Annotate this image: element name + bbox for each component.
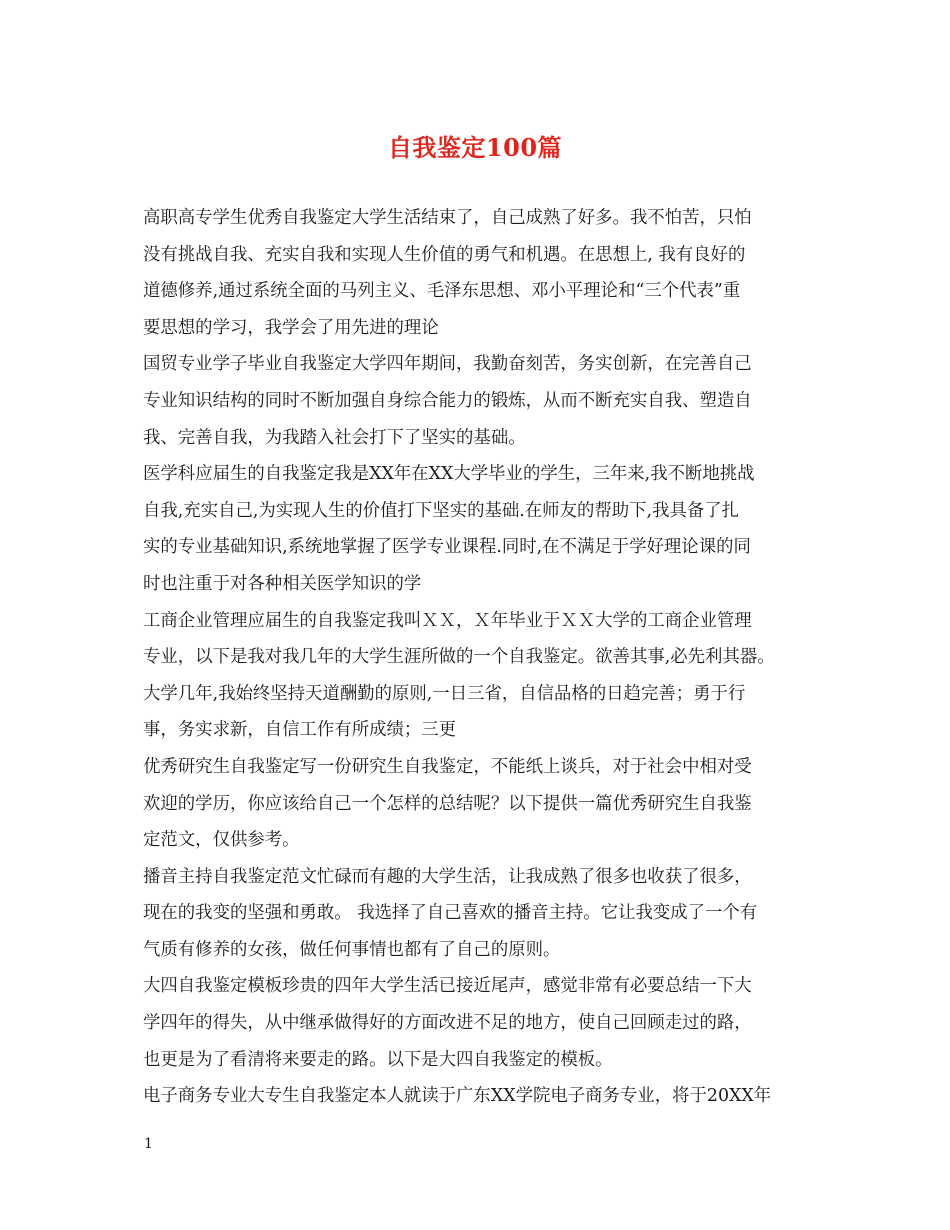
- text-line: 事，务实求新，自信工作有所成绩；三更: [143, 720, 457, 741]
- text-line: 没有挑战自我、充实自我和实现人生价值的勇气和机遇。在思想上, 我有良好的: [143, 244, 746, 265]
- document-title: 自我鉴定100篇: [387, 133, 563, 162]
- document-body: [143, 200, 825, 1115]
- text-line: 大四自我鉴定模板珍贵的四年大学生活已接近尾声，感觉非常有必要总结一下大: [143, 976, 752, 997]
- text-line: 现在的我变的坚强和勇敢。 我选择了自己喜欢的播音主持。它让我变成了一个有: [143, 903, 758, 924]
- text-line: 专业，以下是我对我几年的大学生涯所做的一个自我鉴定。欲善其事,必先利其器。: [143, 647, 775, 668]
- text-line: 大学几年,我始终坚持天道酬勤的原则,一日三省，自信品格的日趋完善；勇于行: [143, 683, 746, 704]
- text-line: 要思想的学习，我学会了用先进的理论: [143, 317, 439, 338]
- text-line: 道德修养,通过系统全面的马列主义、毛泽东思想、邓小平理论和“三个代表”重: [143, 281, 741, 302]
- text-line: 时也注重于对各种相关医学知识的学: [143, 573, 422, 594]
- text-line: 我、完善自我，为我踏入社会打下了坚实的基础。: [143, 427, 526, 448]
- text-line: 欢迎的学历，你应该给自己一个怎样的总结呢？以下提供一篇优秀研究生自我鉴: [143, 793, 752, 814]
- text-line: 播音主持自我鉴定范文忙碌而有趣的大学生活，让我成熟了很多也收获了很多，: [143, 866, 752, 887]
- text-line: 学四年的得失，从中继承做得好的方面改进不足的地方，使自己回顾走过的路，: [143, 1013, 752, 1034]
- text-line: 自我,充实自己,为实现人生的价值打下坚实的基础.在师友的帮助下,我具备了扎: [143, 500, 740, 521]
- text-line: 定范文，仅供参考。: [143, 830, 300, 851]
- text-line: 也更是为了看清将来要走的路。以下是大四自我鉴定的模板。: [143, 1049, 613, 1070]
- text-line: 专业知识结构的同时不断加强自身综合能力的锻炼，从而不断充实自我、塑造自: [143, 390, 752, 411]
- page-number: 1: [144, 1136, 153, 1152]
- text-line: 气质有修养的女孩，做任何事情也都有了自己的原则。: [143, 939, 561, 960]
- text-line: 工商企业管理应届生的自我鉴定我叫ＸＸ，Ｘ年毕业于ＸＸ大学的工商企业管理: [143, 610, 752, 631]
- text-line: 优秀研究生自我鉴定写一份研究生自我鉴定，不能纸上谈兵，对于社会中相对受: [143, 756, 752, 777]
- text-line: 高职高专学生优秀自我鉴定大学生活结束了，自己成熟了好多。我不怕苦，只怕: [143, 208, 752, 228]
- text-line: 电子商务专业大专生自我鉴定本人就读于广东XX学院电子商务专业，将于20XX年: [143, 1086, 772, 1107]
- text-line: 实的专业基础知识,系统地掌握了医学专业课程.同时,在不满足于学好理论课的同: [143, 537, 751, 558]
- text-line: 医学科应届生的自我鉴定我是XX年在XX大学毕业的学生，三年来,我不断地挑战: [143, 464, 755, 485]
- text-line: 国贸专业学子毕业自我鉴定大学四年期间，我勤奋刻苦，务实创新，在完善自己: [143, 354, 752, 375]
